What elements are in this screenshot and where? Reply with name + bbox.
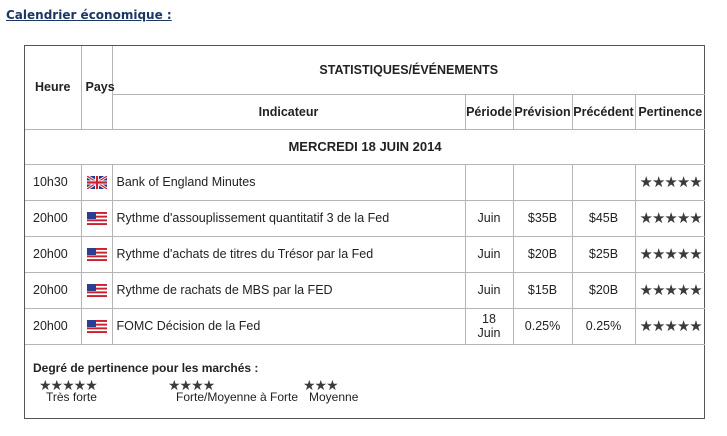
legend-label-very-strong: Très forte [46,389,97,404]
header-indicator: Indicateur [112,94,465,129]
event-previous: 0.25% [572,308,635,344]
event-time: 20h00 [25,200,81,236]
page-title: Calendrier économique : [6,8,172,22]
header-previous: Précédent [572,94,635,129]
event-previous [572,164,635,200]
event-forecast: $20B [513,236,572,272]
legend-stars-very-strong: ★★★★★ [39,376,97,393]
us-flag-icon [87,212,107,225]
event-forecast: 0.25% [513,308,572,344]
legend-stars-strong-medium: ★★★★ [168,376,215,393]
event-time: 10h30 [25,164,81,200]
event-period: Juin [465,272,513,308]
event-period [465,164,513,200]
header-time: Heure [25,46,81,129]
relevance-stars: ★★★★★ [635,272,705,308]
table-row [25,272,705,308]
event-indicator: Bank of England Minutes [112,164,465,200]
event-period: 18 Juin [465,308,513,344]
event-previous: $25B [572,236,635,272]
legend-stars-medium: ★★★ [303,376,338,393]
header-period: Période [465,94,513,129]
legend-label-strong-medium: Forte/Moyenne à Forte [176,389,299,404]
header-forecast: Prévision [513,94,572,129]
header-relevance: Pertinence [635,94,705,129]
us-flag-icon [87,284,107,297]
event-forecast: $15B [513,272,572,308]
table-row [25,236,705,272]
event-indicator: Rythme d'achats de titres du Trésor par la Fed [112,236,465,272]
event-previous: $45B [572,200,635,236]
event-period: Juin [465,236,513,272]
legend-title: Degré de pertinence pour les marchés : [33,360,259,375]
relevance-stars: ★★★★★ [635,236,705,272]
table-row [25,200,705,236]
calendar-box [24,45,705,419]
event-period: Juin [465,200,513,236]
event-indicator: FOMC Décision de la Fed [112,308,465,344]
relevance-legend [25,345,705,422]
uk-flag-icon [87,176,107,189]
header-country: Pays [81,46,112,129]
table-row [25,308,705,344]
header-group: STATISTIQUES/ÉVÉNEMENTS [112,46,705,94]
us-flag-icon [87,248,107,261]
event-time: 20h00 [25,272,81,308]
economic-calendar-table [25,46,705,422]
relevance-stars: ★★★★★ [635,200,705,236]
event-previous: $20B [572,272,635,308]
legend-label-medium: Moyenne [309,389,359,404]
day-label: MERCREDI 18 JUIN 2014 [25,129,705,164]
relevance-stars: ★★★★★ [635,164,705,200]
relevance-stars: ★★★★★ [635,308,705,344]
event-time: 20h00 [25,308,81,344]
table-row [25,164,705,200]
event-forecast: $35B [513,200,572,236]
event-time: 20h00 [25,236,81,272]
event-indicator: Rythme d'assouplissement quantitatif 3 de la Fed [112,200,465,236]
event-forecast [513,164,572,200]
event-indicator: Rythme de rachats de MBS par la FED [112,272,465,308]
us-flag-icon [87,320,107,333]
